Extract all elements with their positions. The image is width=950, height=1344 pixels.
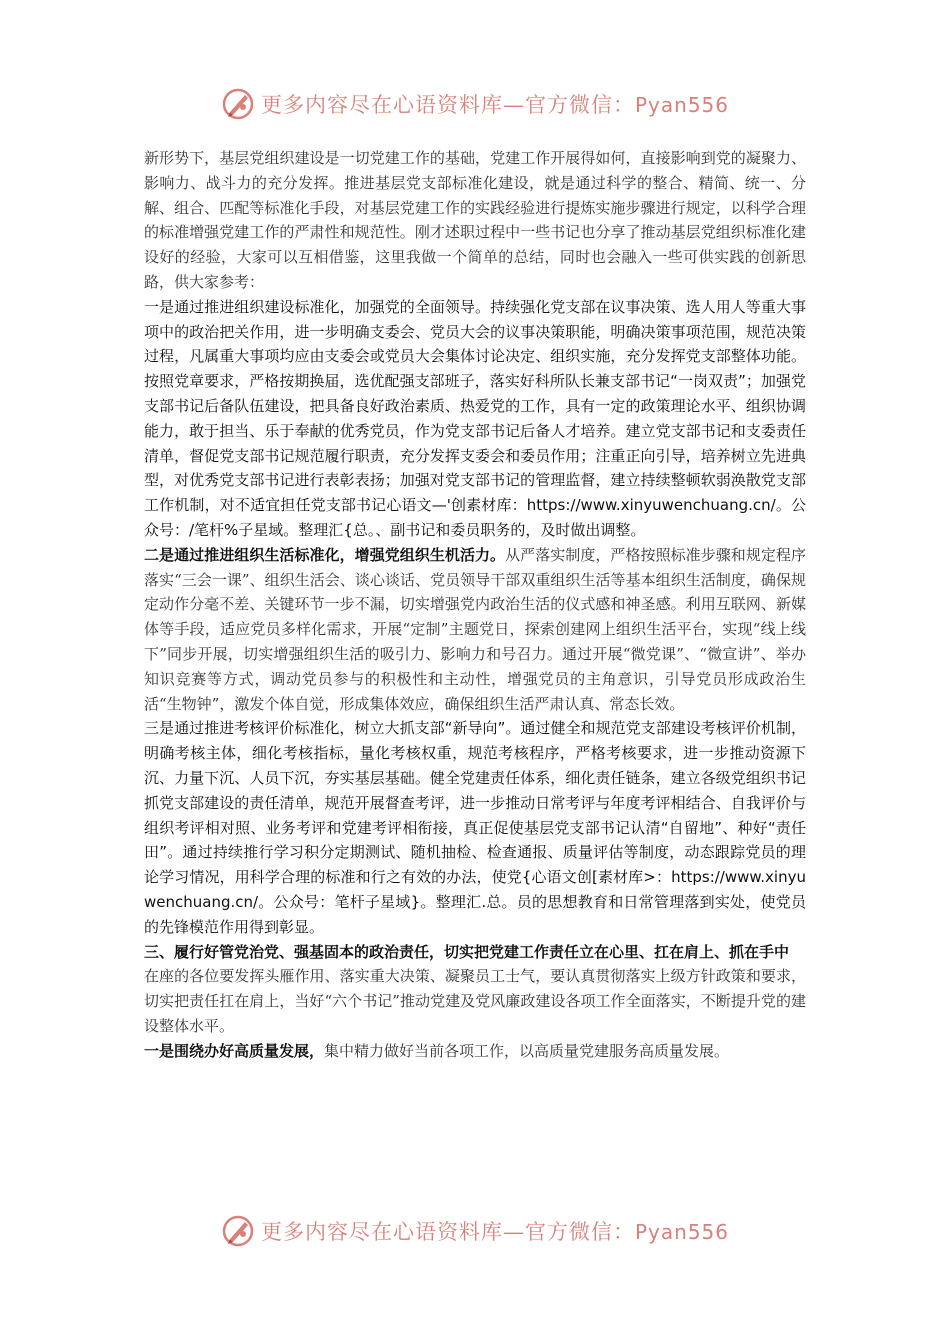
- wechat-id-top: Pyan556: [634, 93, 729, 117]
- intro-paragraph: 新形势下，基层党组织建设是一切党建工作的基础，党建工作开展得如何，直接影响到党的凝聚力、影响力、战斗力的充分发挥。推进基层党支部标准化建设，就是通过科学的整合、精简、统一、分解、组合、匹配等标准化手段，对基层党建工作的实践经验进行提炼实施步骤进行规定，以科学合理的标准增强党建工作的严肃性和规范性。刚才述职过程中一些书记也分享了推动基层党组织标准化建设好的经验，大家可以互相借鉴，这里我做一个简单的总结，同时也会融入一些可供实践的创新思路，供大家参考：: [144, 149, 806, 291]
- pen-circle-logo-icon: [221, 1214, 255, 1248]
- point-3-paragraph: 三是通过推进考核评价标准化，树立大抓支部“新导向”。通过健全和规范党支部建设考核评价机制，明确考核主体，细化考核指标，量化考核权重，规范考核程序，严格考核要求，进一步推动资源下沉、力量下沉、人员下沉，夯实基层基础。健全党建责任体系，细化责任链条，建立各级党组织书记抓党支部建设的责任清单，规范开展督查考评，进一步推动日常考评与年度考评相结合、自我评价与组织考评相对照、业务考评和党建考评相衔接，真正促使基层党支部书记认清“自留地”、种好“责任田”。通过持续推行学习积分定期测试、随机抽检、检查通报、质量评估等制度，动态跟踪党员的理论学习情况，用科学合理的标准和行之有效的办法，使党{心语文创[素材库>：https://www.xinyuwenchuang.cn/。公众号：笔杆子星域}。整理汇.总。员的思想教育和日常管理落到实处，使党员的先锋模范作用得到彰显。: [144, 719, 806, 936]
- watermark-banner-top: [0, 82, 950, 126]
- point-2-body: 从严落实制度，严格按照标准步骤和规定程序落实“三会一课”、组织生活会、谈心谈话、党员领导干部双重组织生活等基本组织生活制度，确保规定动作分毫不差、关键环节一步不漏，切实增强党内政治生活的仪式感和神圣感。利用互联网、新媒体等手段，适应党员多样化需求，开展“定制”主题党日，探索创建网上组织生活平台，实现“线上线下”同步开展，切实增强组织生活的吸引力、影响力和号召力。通过开展“微党课”、“微宣讲”、举办知识竞赛等方式，调动党员参与的积极性和主动性，增强党员的主角意识，引导党员形成政治生活“生物钟”，激发个体自觉，形成集体效应，确保组织生活严肃认真、常态长效。: [144, 545, 806, 713]
- point-4-lead: 一是围绕办好高质量发展，: [144, 1041, 325, 1060]
- wechat-id-bottom: Pyan556: [634, 1220, 729, 1244]
- section-3-heading: 三、履行好管党治党、强基固本的政治责任，切实把党建工作责任立在心里、扛在肩上、抓在手中: [144, 942, 790, 961]
- point-2-paragraph: [144, 543, 806, 717]
- point-4-paragraph: [144, 1039, 806, 1064]
- point-1-paragraph: 一是通过推进组织建设标准化，加强党的全面领导。持续强化党支部在议事决策、选人用人等重大事项中的政治把关作用，进一步明确支委会、党员大会的议事决策职能，明确决策事项范围，规范决策过程，凡属重大事项均应由支委会或党员大会集体讨论决定、组织实施，充分发挥党支部整体功能。按照党章要求，严格按期换届，选优配强支部班子，落实好科所队长兼支部书记“一岗双责”；加强党支部书记后备队伍建设，把具备良好政治素质、热爱党的工作，具有一定的政策理论水平、组织协调能力，敢于担当、乐于奉献的优秀党员，作为党支部书记后备人才培养。建立党支部书记和支委责任清单，督促党支部书记规范履行职责，充分发挥支委会和委员作用；注重正向引导，培养树立先进典型，对优秀党支部书记进行表彰表扬；加强对党支部书记的管理监督，建立持续整顿软弱涣散党支部工作机制，对不适宜担任党支部书记心语文—'创素材库：https://www.xinyuwenchuang.cn/。公众号：/笔杆%子星域。整理汇{总。、副书记和委员职务的，及时做出调整。: [144, 297, 806, 539]
- watermark-text-top: 更多内容尽在心语资料库—官方微信：Pyan556: [260, 93, 729, 117]
- document-body: [144, 146, 806, 1063]
- pen-circle-logo-icon: [221, 87, 255, 121]
- watermark-banner-bottom: [0, 1209, 950, 1253]
- point-2-lead: 二是通过推进组织生活标准化，增强党组织生机活力。: [144, 545, 506, 564]
- point-4-body: 集中精力做好当前各项工作，以高质量党建服务高质量发展。: [324, 1041, 730, 1060]
- section-3-paragraph: 在座的各位要发挥头雁作用、落实重大决策、凝聚员工士气，要认真贯彻落实上级方针政策和要求，切实把责任扛在肩上，当好“六个书记”推动党建及党风廉政建设各项工作全面落实，不断提升党的建设整体水平。: [144, 967, 806, 1035]
- watermark-text-bottom: 更多内容尽在心语资料库—官方微信：Pyan556: [260, 1220, 729, 1244]
